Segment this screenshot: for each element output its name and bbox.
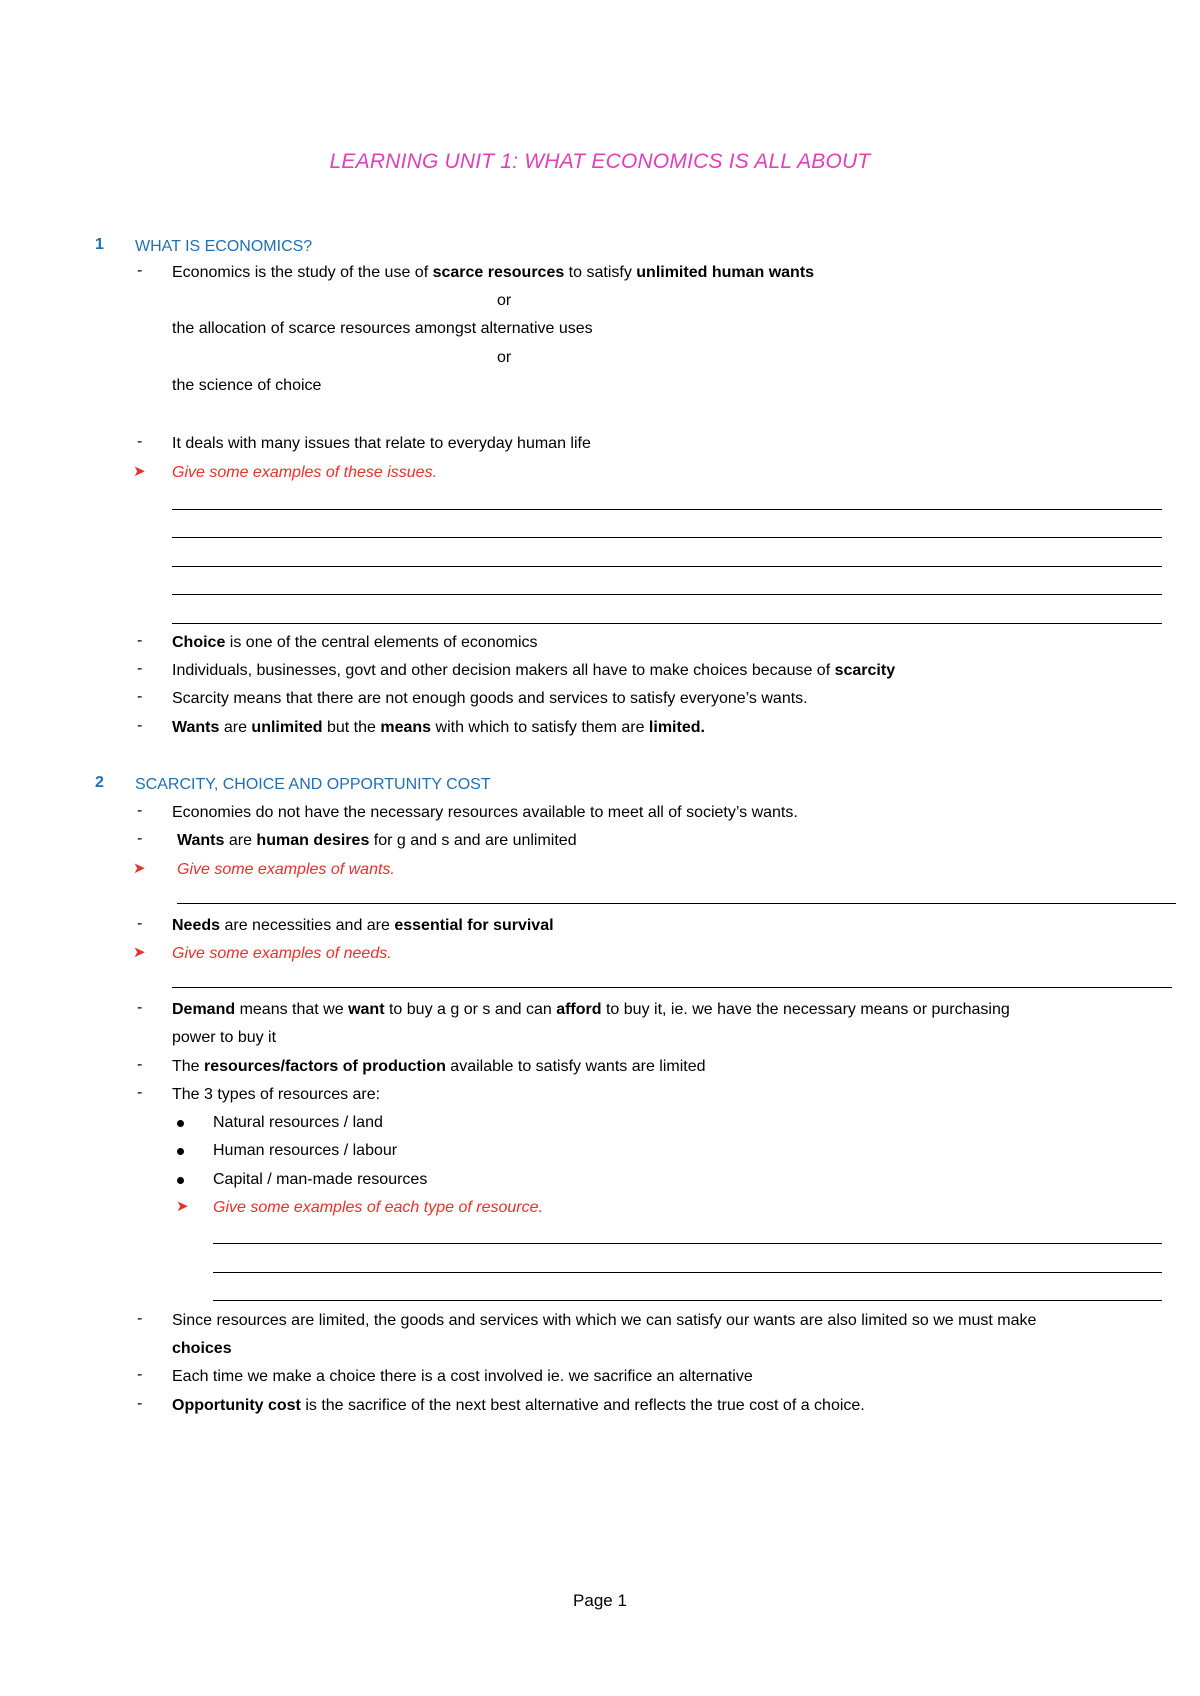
bullet-dot-icon bbox=[177, 1148, 184, 1155]
prompt-needs: Give some examples of needs. bbox=[172, 945, 392, 962]
prompt-issues: Give some examples of these issues. bbox=[172, 464, 438, 481]
section-2-number: 2 bbox=[95, 774, 104, 791]
alt-definition-1: the allocation of scarce resources amongst alternative uses bbox=[172, 320, 593, 337]
since-resources-text: Since resources are limited, the goods and services with which we can satisfy our wants are also limited so we must make bbox=[172, 1312, 1037, 1329]
dash-bullet: - bbox=[137, 433, 143, 450]
prompt-wants: Give some examples of wants. bbox=[177, 861, 395, 878]
answer-line bbox=[213, 1272, 1162, 1273]
arrow-bullet-icon: ➤ bbox=[133, 944, 146, 961]
bullet-dot-icon bbox=[177, 1177, 184, 1184]
answer-line bbox=[172, 509, 1162, 510]
dash-bullet: - bbox=[137, 1084, 143, 1101]
needs-text: Needs are necessities and are essential for survival bbox=[172, 917, 554, 934]
section-1-heading: WHAT IS ECONOMICS? bbox=[135, 238, 313, 255]
resource-capital: Capital / man-made resources bbox=[213, 1171, 428, 1188]
dash-bullet: - bbox=[137, 632, 143, 649]
opportunity-cost-text: Opportunity cost is the sacrifice of the next best alternative and reflects the true cost of a choice. bbox=[172, 1397, 865, 1414]
arrow-bullet-icon: ➤ bbox=[133, 463, 146, 480]
resource-types-text: The 3 types of resources are: bbox=[172, 1086, 381, 1103]
bullet-dot-icon bbox=[177, 1120, 184, 1127]
dash-bullet: - bbox=[137, 802, 143, 819]
answer-line bbox=[172, 623, 1162, 624]
demand-text: Demand means that we want to buy a g or s and can afford to buy it, ie. we have the necessary means or purchasing bbox=[172, 1001, 1010, 1018]
dash-bullet: - bbox=[137, 830, 143, 847]
resource-human: Human resources / labour bbox=[213, 1142, 398, 1159]
dash-bullet: - bbox=[137, 1310, 143, 1327]
answer-line bbox=[172, 566, 1162, 567]
economies-text: Economies do not have the necessary resources available to meet all of society’s wants. bbox=[172, 804, 798, 821]
answer-line bbox=[172, 537, 1162, 538]
individuals-text: Individuals, businesses, govt and other decision makers all have to make choices because of scarcity bbox=[172, 662, 896, 679]
page-number: Page 1 bbox=[573, 1591, 627, 1610]
issues-text: It deals with many issues that relate to everyday human life bbox=[172, 435, 591, 452]
dash-bullet: - bbox=[137, 999, 143, 1016]
resource-natural: Natural resources / land bbox=[213, 1114, 383, 1131]
dash-bullet: - bbox=[137, 688, 143, 705]
section-2-heading: SCARCITY, CHOICE AND OPPORTUNITY COST bbox=[135, 776, 491, 793]
since-resources-continued: choices bbox=[172, 1340, 232, 1357]
or-connector-2: or bbox=[497, 349, 512, 366]
answer-line bbox=[213, 1300, 1162, 1301]
page-title: LEARNING UNIT 1: WHAT ECONOMICS IS ALL ABOUT bbox=[329, 150, 871, 173]
dash-bullet: - bbox=[137, 1395, 143, 1412]
answer-line bbox=[177, 903, 1176, 904]
economics-definition: Economics is the study of the use of scarce resources to satisfy unlimited human wants bbox=[172, 264, 815, 281]
demand-text-continued: power to buy it bbox=[172, 1029, 277, 1046]
dash-bullet: - bbox=[137, 262, 143, 279]
choice-text: Choice is one of the central elements of economics bbox=[172, 634, 538, 651]
arrow-bullet-icon: ➤ bbox=[133, 860, 146, 877]
alt-definition-2: the science of choice bbox=[172, 377, 322, 394]
scarcity-text: Scarcity means that there are not enough goods and services to satisfy everyone’s wants. bbox=[172, 690, 808, 707]
dash-bullet: - bbox=[137, 717, 143, 734]
answer-line bbox=[213, 1243, 1162, 1244]
answer-line bbox=[172, 594, 1162, 595]
wants-unlimited-text: Wants are unlimited but the means with which to satisfy them are limited. bbox=[172, 719, 705, 736]
or-connector-1: or bbox=[497, 292, 512, 309]
dash-bullet: - bbox=[137, 660, 143, 677]
dash-bullet: - bbox=[137, 1056, 143, 1073]
prompt-resources: Give some examples of each type of resource. bbox=[213, 1199, 543, 1216]
answer-line bbox=[172, 987, 1172, 988]
resources-limited-text: The resources/factors of production available to satisfy wants are limited bbox=[172, 1058, 706, 1075]
arrow-bullet-icon: ➤ bbox=[176, 1198, 189, 1215]
wants-desires-text: Wants are human desires for g and s and are unlimited bbox=[177, 832, 577, 849]
section-1-number: 1 bbox=[95, 236, 104, 253]
each-choice-text: Each time we make a choice there is a cost involved ie. we sacrifice an alternative bbox=[172, 1368, 753, 1385]
dash-bullet: - bbox=[137, 1366, 143, 1383]
dash-bullet: - bbox=[137, 915, 143, 932]
